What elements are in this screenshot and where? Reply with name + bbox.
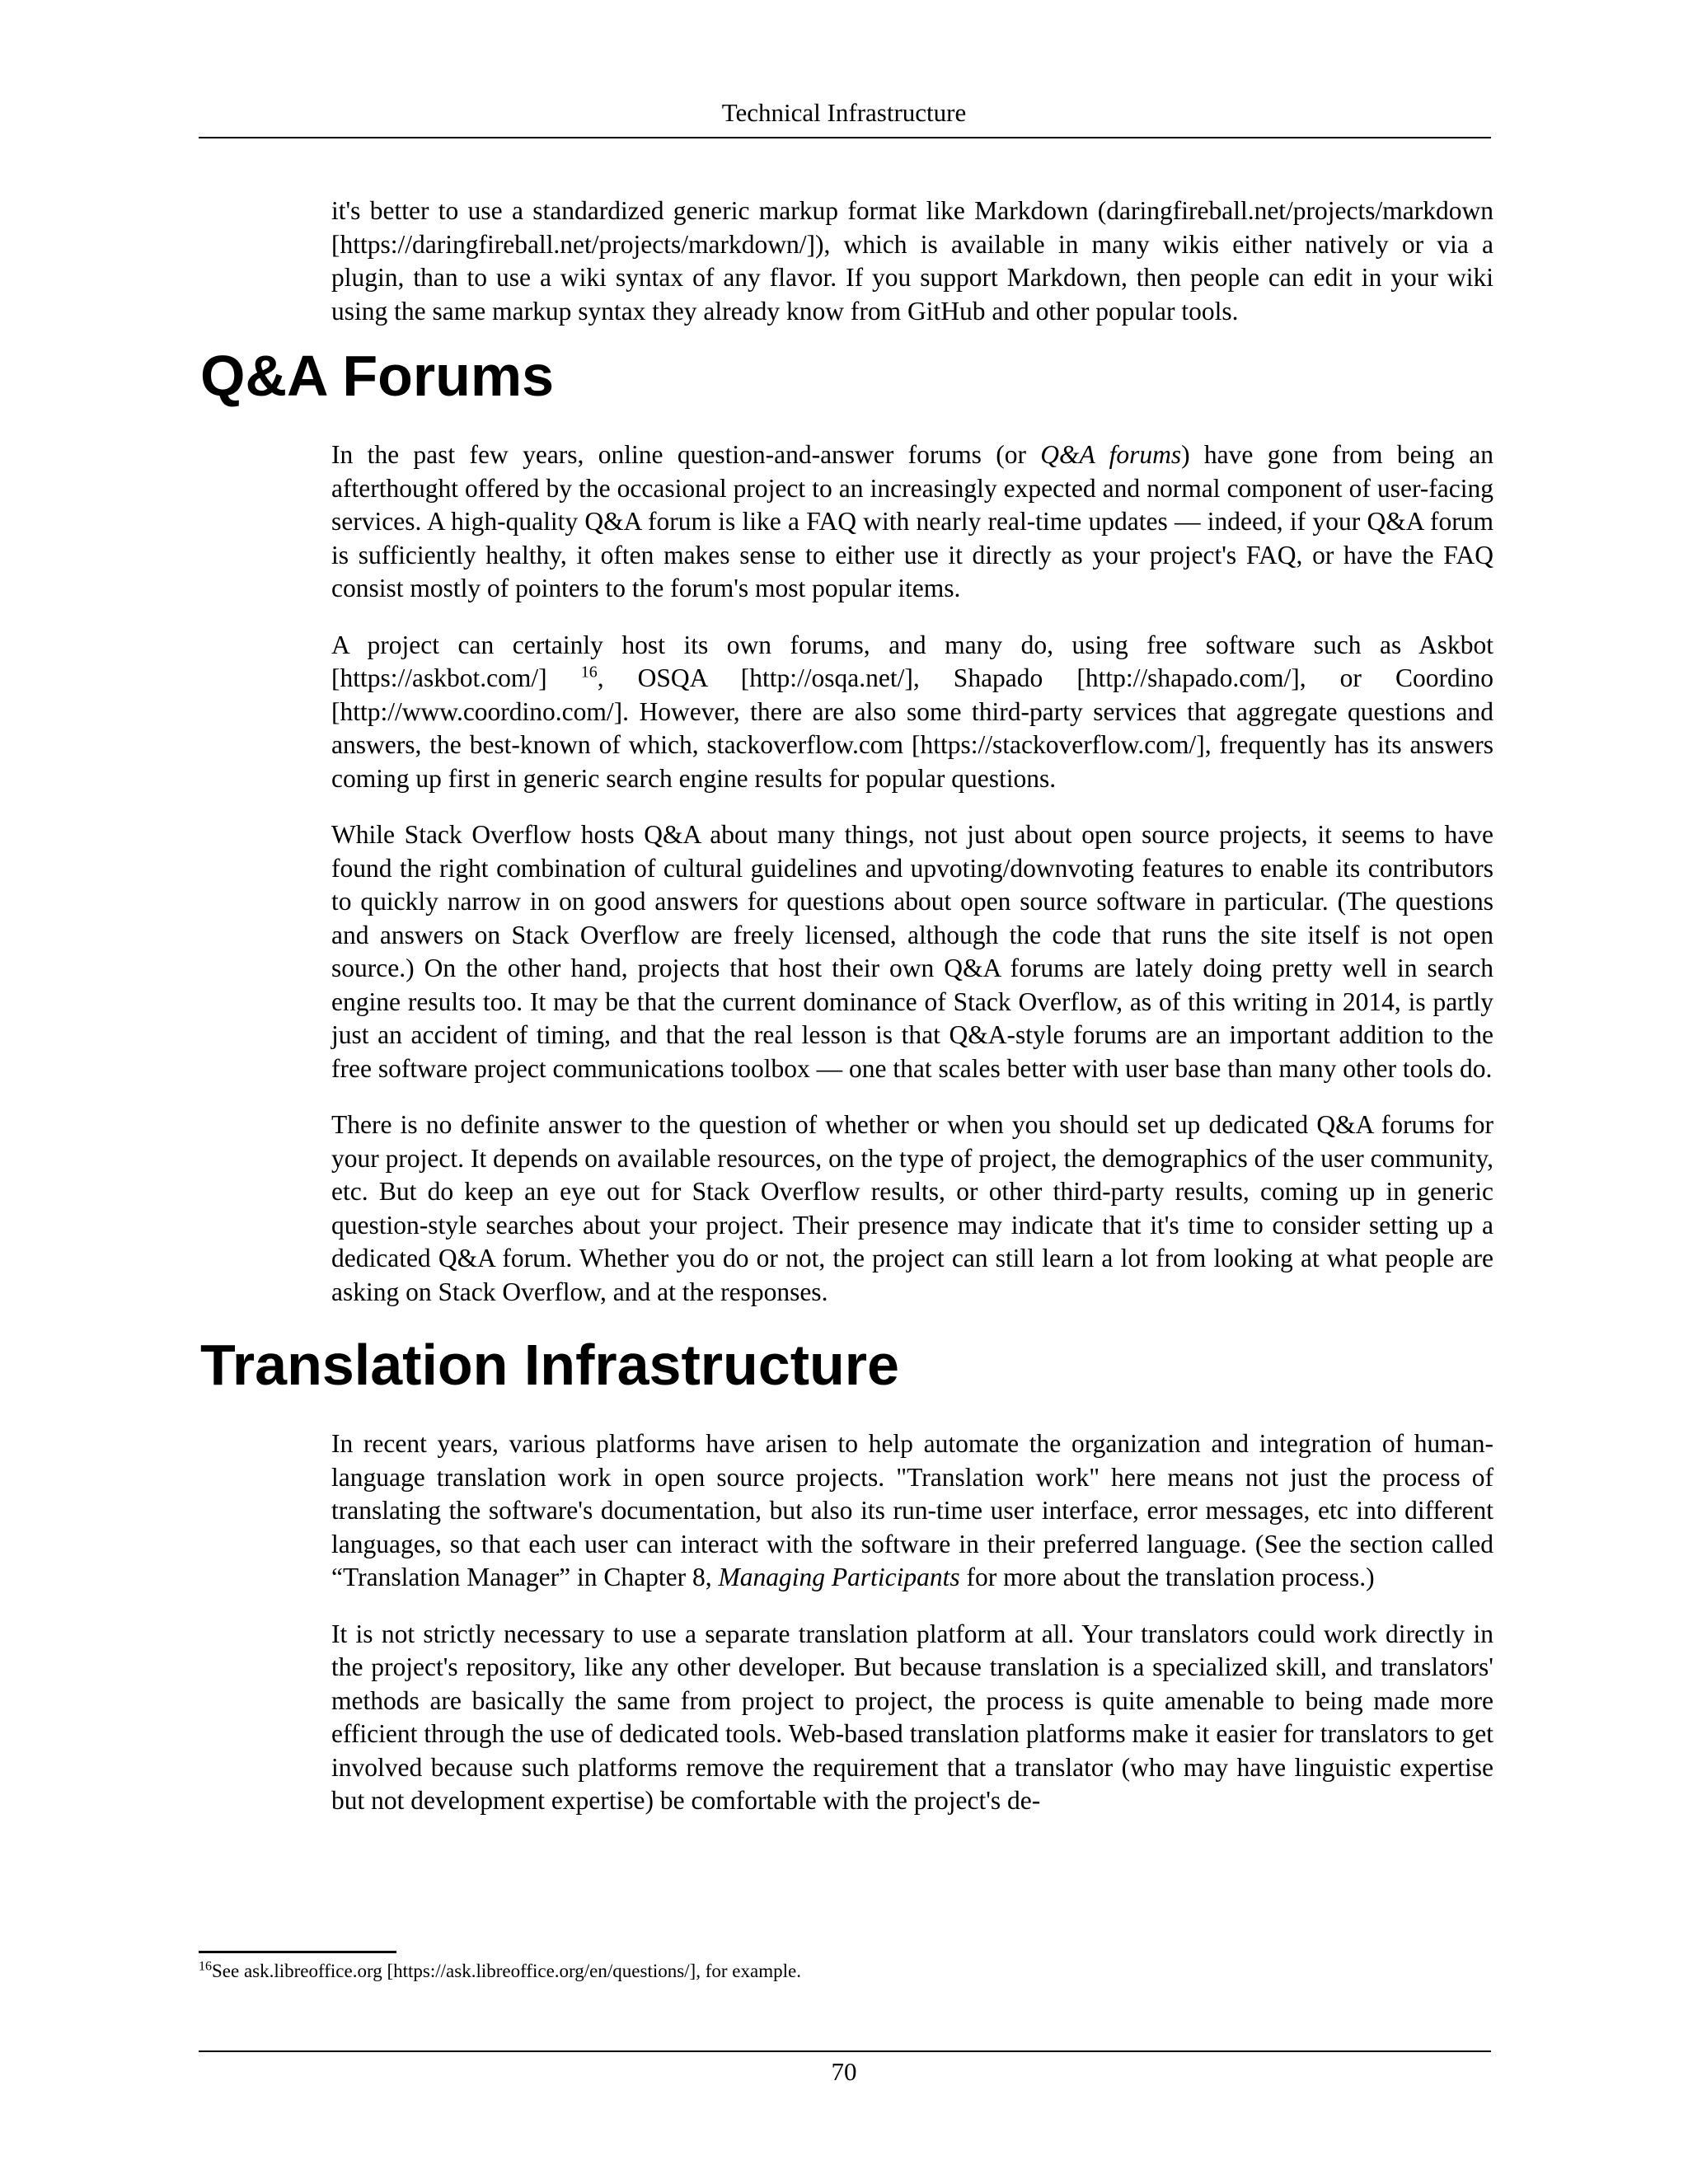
section-heading-translation-infrastructure: Translation Infrastructure [200,1333,899,1397]
qa-paragraph-4: There is no definite answer to the question of whether or when you should set up dedicated Q&A forums for your project. It depends on available resources, on the type of project, the demographics of the user community, etc. But do keep an eye out for Stack Overflow results, or other third-party results, coming up in generic question-style searches about your project. Their presence may indicate that it's time to consider setting up a dedicated Q&A forum. Whether you do or not, the project can still learn a lot from looking at what people are asking on Stack Overflow, and at the responses. [331,1110,1493,1306]
page-content [0,194,1688,1841]
footer-rule [199,2050,1491,2052]
section-heading-qa-forums: Q&A Forums [200,344,555,408]
page-number: 70 [831,2057,857,2086]
qa-p2-text-after: , OSQA [http://osqa.net/], Shapado [http://shapado.com/], or Coordino [http://www.coordino.com/]. However, there are also some third-party services that aggregate questions and answers, the best-known of which, stackoverflow.com [https://stackoverflow.com/], frequently has its answers coming up first in generic search engine results for popular questions. [331,663,1493,793]
qa-paragraph-1 [331,438,1493,606]
tr-p1-emphasis: Managing Participants [718,1563,960,1591]
footnote-text: See ask.libreoffice.org [https://ask.libreoffice.org/en/questions/], for example. [212,1961,801,1981]
qa-p2-text-before: A project can certainly host its own forums, and many do, using free software such as Askbot [https://askbot.com/] [331,630,1493,692]
translation-paragraph-1 [331,1427,1493,1595]
qa-paragraph-3: While Stack Overflow hosts Q&A about many things, not just about open source projects, it seems to have found the right combination of cultural guidelines and upvoting/downvoting features to enable its contributors to quickly narrow in on good answers for questions about open source software in particular. (The questions and answers on Stack Overflow are freely licensed, although the code that runs the site itself is not open source.) On the other hand, projects that host their own Q&A forums are lately doing pretty well in search engine results too. It may be that the current dominance of Stack Overflow, as of this writing in 2014, is partly just an accident of timing, and that the real lesson is that Q&A-style forums are an important addition to the free software project communications toolbox — one that scales better with user base than many other tools do. [331,820,1493,1083]
translation-paragraph-2: It is not strictly necessary to use a separate translation platform at all. Your translators could work directly in the project's repository, like any other developer. But because translation is a specialized skill, and translators' methods are basically the same from project to project, the process is quite amenable to being made more efficient through the use of dedicated tools. Web-based translation platforms make it easier for translators to get involved because such platforms remove the requirement that a translator (who may have linguistic expertise but not development expertise) be comfortable with the project's de- [331,1619,1493,1815]
qa-paragraph-2 [331,629,1493,796]
footnote-rule [199,1951,396,1953]
intro-paragraph: it's better to use a standardized generic markup format like Markdown (daringfireball.net/projects/markdown [https://daringfireball.net/projects/markdown/]), which is available in many wikis either natively or via a plugin, than to use a wiki syntax of any flavor. If you support Markdown, then people can edit in your wiki using the same markup syntax they already know from GitHub and other popular tools. [331,196,1493,326]
qa-p1-emphasis: Q&A forums [1040,440,1182,469]
footnote-number: 16 [199,1959,212,1974]
tr-p1-text-after: for more about the translation process.) [959,1563,1375,1591]
footnote [199,1958,1435,1985]
header-rule [199,137,1491,138]
qa-p1-text-before: In the past few years, online question-and-answer forums (or [331,440,1041,469]
qa-p1-text-after: ) have gone from being an afterthought offered by the occasional project to an increasingly expected and normal component of user-facing services. A high-quality Q&A forum is like a FAQ with nearly real-time updates — indeed, if your Q&A forum is sufficiently healthy, it often makes sense to either use it directly as your project's FAQ, or have the FAQ consist mostly of pointers to the forum's most popular items. [331,440,1493,602]
footnote-reference[interactable]: 16 [580,663,598,682]
running-header: Technical Infrastructure [721,98,967,127]
tr-p1-text-before: In recent years, various platforms have arisen to help automate the organization and integration of human-language translation work in open source projects. "Translation work" here means not just the process of translating the software's documentation, but also its run-time user interface, error messages, etc into different languages, so that each user can interact with the software in their preferred language. (See the section called “Translation Manager” in Chapter 8, [331,1429,1493,1591]
